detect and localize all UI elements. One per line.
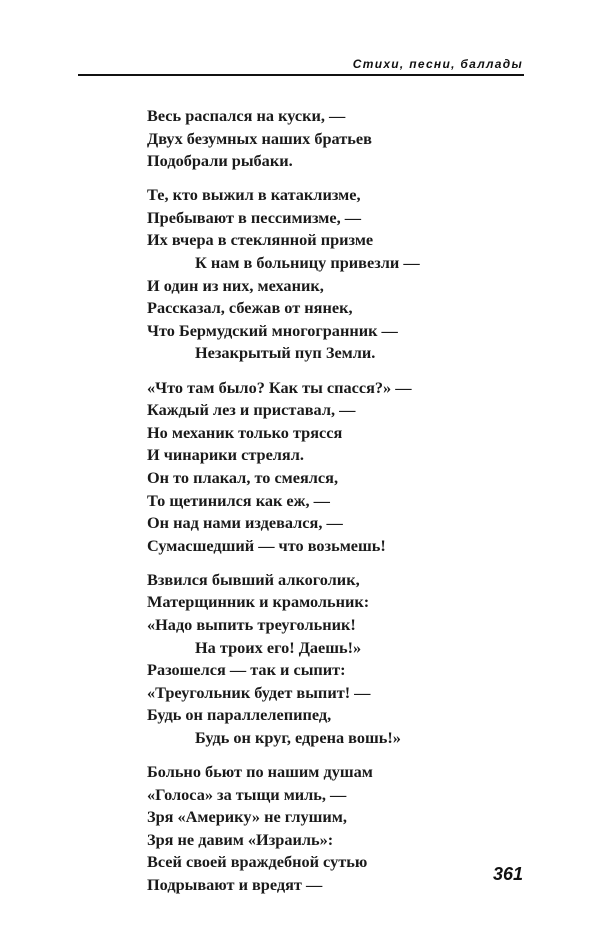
verse-line: Всей своей враждебной сутью bbox=[147, 852, 368, 872]
running-header: Стихи, песни, баллады bbox=[352, 57, 523, 71]
verse-line: Что Бермудский многогранник — bbox=[147, 320, 398, 340]
verse-line: Матерщинник и крамольник: bbox=[147, 592, 370, 612]
verse-line: Их вчера в стеклянной призме bbox=[147, 230, 374, 250]
poem-body bbox=[147, 105, 420, 908]
verse-line: Больно бьют по нашим душам bbox=[147, 762, 373, 782]
verse-line: На троих его! Даешь!» bbox=[195, 637, 362, 657]
verse-line: Незакрытый пуп Земли. bbox=[195, 343, 376, 363]
verse-line: Будь он параллелепипед, bbox=[147, 705, 332, 725]
stanza bbox=[147, 184, 420, 365]
header-rule bbox=[78, 74, 524, 76]
verse-line: Весь распался на куски, — bbox=[147, 106, 346, 125]
verse-line: «Что там было? Как ты спасся?» — bbox=[147, 377, 412, 397]
verse-line: Пребывают в пессимизме, — bbox=[147, 207, 362, 227]
verse-line: Подобрали рыбаки. bbox=[147, 151, 293, 171]
verse-line: Каждый лез и приставал, — bbox=[147, 400, 356, 420]
verse-line: Зря не давим «Израиль»: bbox=[147, 829, 334, 849]
verse-line: Подрывают и вредят — bbox=[147, 875, 323, 894]
verse-line: Будь он круг, едрена вошь!» bbox=[195, 727, 401, 747]
verse-line: То щетинился как еж, — bbox=[147, 490, 330, 510]
verse-line: «Треугольник будет выпит! — bbox=[147, 682, 371, 702]
verse-line: К нам в больницу привезли — bbox=[195, 253, 420, 273]
stanza bbox=[147, 569, 420, 750]
stanza bbox=[147, 105, 420, 173]
verse-line: «Надо выпить треугольник! bbox=[147, 614, 356, 634]
verse-line: Те, кто выжил в катаклизме, bbox=[147, 185, 361, 205]
verse-line: Двух безумных наших братьев bbox=[147, 128, 372, 148]
verse-line: Он над нами издевался, — bbox=[147, 513, 343, 533]
verse-line: Взвился бывший алкоголик, bbox=[147, 569, 360, 589]
page-number: 361 bbox=[492, 864, 523, 884]
stanza bbox=[147, 377, 420, 558]
verse-line: Рассказал, сбежав от нянек, bbox=[147, 298, 353, 318]
verse-line: Зря «Америку» не глушим, bbox=[147, 807, 347, 827]
verse-line: И чинарики стрелял. bbox=[147, 445, 304, 465]
verse-line: «Голоса» за тыщи миль, — bbox=[147, 784, 347, 804]
verse-line: Он то плакал, то смеялся, bbox=[147, 467, 339, 487]
verse-line: Сумасшедший — что возьмешь! bbox=[147, 535, 386, 555]
stanza bbox=[147, 761, 420, 897]
verse-line: И один из них, механик, bbox=[147, 275, 324, 295]
verse-line: Но механик только трясся bbox=[147, 422, 343, 442]
verse-line: Разошелся — так и сыпит: bbox=[147, 660, 346, 680]
